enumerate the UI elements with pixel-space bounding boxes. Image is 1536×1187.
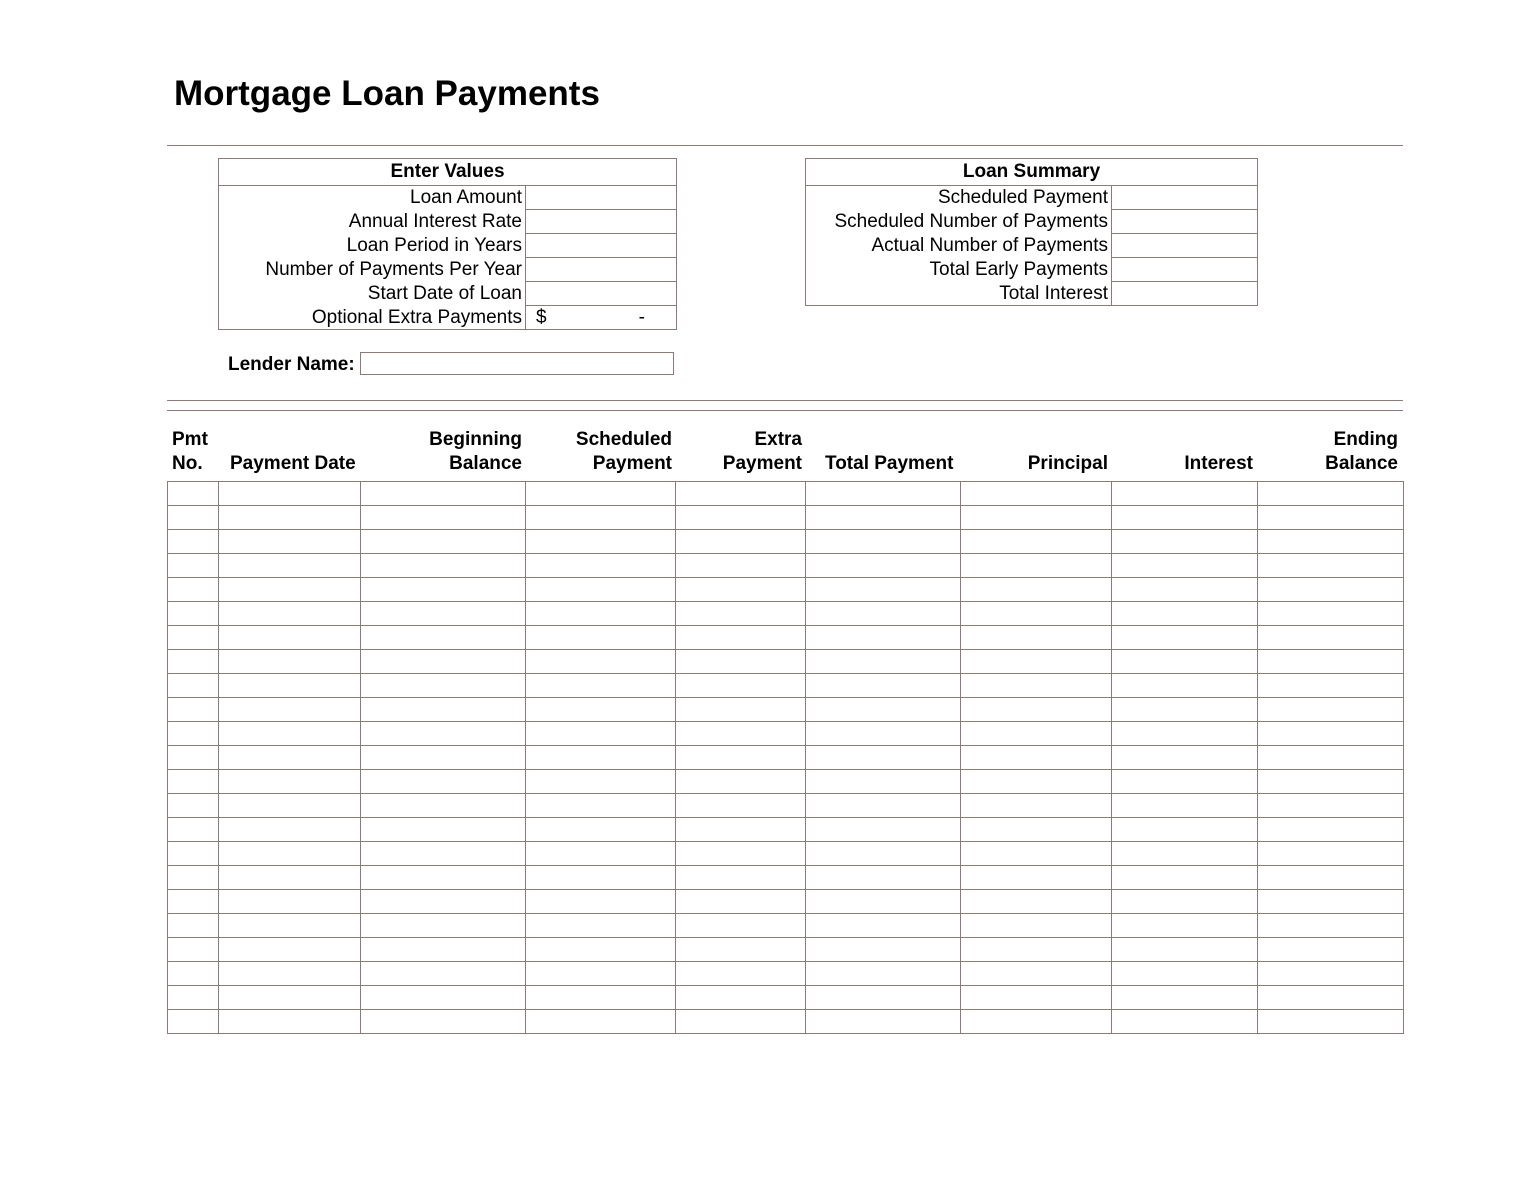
- loan-amount-input[interactable]: [526, 186, 677, 210]
- loan-summary-heading: Loan Summary: [806, 159, 1258, 186]
- cell-scheduled-payment[interactable]: [526, 530, 676, 554]
- table-row: [168, 962, 1404, 986]
- scheduled-number-label: Scheduled Number of Payments: [834, 211, 1108, 232]
- cell-principal[interactable]: [961, 962, 1112, 986]
- cell-ending-balance[interactable]: [1258, 890, 1404, 914]
- cell-extra-payment[interactable]: [676, 914, 806, 938]
- cell-pmt-no[interactable]: [168, 770, 219, 794]
- cell-scheduled-payment[interactable]: [526, 578, 676, 602]
- cell-beginning-balance[interactable]: [361, 746, 526, 770]
- table-row: [168, 722, 1404, 746]
- cell-interest[interactable]: [1112, 914, 1258, 938]
- cell-interest[interactable]: [1112, 890, 1258, 914]
- cell-principal[interactable]: [961, 890, 1112, 914]
- cell-pmt-no[interactable]: [168, 530, 219, 554]
- cell-scheduled-payment[interactable]: [526, 890, 676, 914]
- cell-extra-payment[interactable]: [676, 818, 806, 842]
- cell-principal[interactable]: [961, 482, 1112, 506]
- cell-payment-date[interactable]: [219, 938, 361, 962]
- divider-mid-2: [167, 410, 1403, 411]
- cell-ending-balance[interactable]: [1258, 842, 1404, 866]
- cell-extra-payment[interactable]: [676, 842, 806, 866]
- table-row: [168, 890, 1404, 914]
- cell-extra-payment[interactable]: [676, 746, 806, 770]
- page-title: Mortgage Loan Payments: [174, 74, 600, 113]
- cell-interest[interactable]: [1112, 1010, 1258, 1034]
- cell-ending-balance[interactable]: [1258, 650, 1404, 674]
- cell-principal[interactable]: [961, 506, 1112, 530]
- cell-beginning-balance[interactable]: [361, 530, 526, 554]
- table-row: [168, 770, 1404, 794]
- cell-pmt-no[interactable]: [168, 914, 219, 938]
- cell-pmt-no[interactable]: [168, 626, 219, 650]
- cell-ending-balance[interactable]: [1258, 746, 1404, 770]
- cell-payment-date[interactable]: [219, 986, 361, 1010]
- cell-total-payment[interactable]: [806, 770, 961, 794]
- cell-payment-date[interactable]: [219, 578, 361, 602]
- lender-name-input[interactable]: [360, 352, 674, 375]
- total-early-payments-label: Total Early Payments: [929, 259, 1108, 280]
- cell-principal[interactable]: [961, 746, 1112, 770]
- cell-payment-date[interactable]: [219, 962, 361, 986]
- extra-payments-value: -: [638, 307, 645, 328]
- enter-values-table: [218, 158, 677, 330]
- cell-beginning-balance[interactable]: [361, 722, 526, 746]
- cell-principal[interactable]: [961, 1010, 1112, 1034]
- table-row: [168, 1010, 1404, 1034]
- cell-ending-balance[interactable]: [1258, 482, 1404, 506]
- cell-pmt-no[interactable]: [168, 722, 219, 746]
- cell-payment-date[interactable]: [219, 506, 361, 530]
- cell-pmt-no[interactable]: [168, 962, 219, 986]
- cell-interest[interactable]: [1112, 578, 1258, 602]
- cell-interest[interactable]: [1112, 506, 1258, 530]
- cell-interest[interactable]: [1112, 938, 1258, 962]
- cell-beginning-balance[interactable]: [361, 482, 526, 506]
- cell-interest[interactable]: [1112, 722, 1258, 746]
- table-row: [168, 794, 1404, 818]
- col-head-extra-payment: Extra Payment: [722, 429, 802, 474]
- col-head-principal: Principal: [1027, 453, 1108, 474]
- extra-payments-input[interactable]: [526, 306, 677, 330]
- table-row: [168, 674, 1404, 698]
- cell-principal[interactable]: [961, 722, 1112, 746]
- cell-beginning-balance[interactable]: [361, 890, 526, 914]
- cell-beginning-balance[interactable]: [361, 794, 526, 818]
- loan-summary-table: [805, 158, 1258, 306]
- table-row: [168, 698, 1404, 722]
- scheduled-payment-label: Scheduled Payment: [937, 187, 1108, 209]
- table-row: [168, 986, 1404, 1010]
- actual-number-value: [1112, 234, 1258, 258]
- scheduled-number-value: [1112, 210, 1258, 234]
- cell-total-payment[interactable]: [806, 866, 961, 890]
- col-head-scheduled-payment: Scheduled Payment: [575, 429, 672, 474]
- cell-beginning-balance[interactable]: [361, 986, 526, 1010]
- table-row: [168, 650, 1404, 674]
- cell-scheduled-payment[interactable]: [526, 602, 676, 626]
- cell-pmt-no[interactable]: [168, 554, 219, 578]
- table-row: [168, 938, 1404, 962]
- cell-scheduled-payment[interactable]: [526, 650, 676, 674]
- cell-payment-date[interactable]: [219, 890, 361, 914]
- cell-scheduled-payment[interactable]: [526, 938, 676, 962]
- cell-ending-balance[interactable]: [1258, 938, 1404, 962]
- table-row: [168, 626, 1404, 650]
- table-row: [168, 482, 1404, 506]
- enter-values-heading: Enter Values: [219, 159, 677, 186]
- cell-scheduled-payment[interactable]: [526, 794, 676, 818]
- cell-payment-date[interactable]: [219, 698, 361, 722]
- cell-total-payment[interactable]: [806, 818, 961, 842]
- cell-pmt-no[interactable]: [168, 890, 219, 914]
- payments-per-year-label: Number of Payments Per Year: [265, 259, 522, 280]
- cell-principal[interactable]: [961, 650, 1112, 674]
- start-date-input[interactable]: [526, 282, 677, 306]
- cell-scheduled-payment[interactable]: [526, 698, 676, 722]
- cell-total-payment[interactable]: [806, 746, 961, 770]
- cell-interest[interactable]: [1112, 602, 1258, 626]
- cell-payment-date[interactable]: [219, 674, 361, 698]
- cell-extra-payment[interactable]: [676, 890, 806, 914]
- cell-pmt-no[interactable]: [168, 938, 219, 962]
- cell-principal[interactable]: [961, 626, 1112, 650]
- cell-beginning-balance[interactable]: [361, 1010, 526, 1034]
- cell-interest[interactable]: [1112, 962, 1258, 986]
- cell-pmt-no[interactable]: [168, 842, 219, 866]
- cell-pmt-no[interactable]: [168, 506, 219, 530]
- cell-ending-balance[interactable]: [1258, 674, 1404, 698]
- cell-total-payment[interactable]: [806, 674, 961, 698]
- cell-interest[interactable]: [1112, 482, 1258, 506]
- cell-payment-date[interactable]: [219, 842, 361, 866]
- cell-beginning-balance[interactable]: [361, 842, 526, 866]
- actual-number-label: Actual Number of Payments: [871, 235, 1108, 256]
- cell-principal[interactable]: [961, 674, 1112, 698]
- cell-beginning-balance[interactable]: [361, 626, 526, 650]
- cell-extra-payment[interactable]: [676, 602, 806, 626]
- cell-scheduled-payment[interactable]: [526, 1010, 676, 1034]
- cell-beginning-balance[interactable]: [361, 698, 526, 722]
- cell-payment-date[interactable]: [219, 626, 361, 650]
- cell-extra-payment[interactable]: [676, 962, 806, 986]
- cell-total-payment[interactable]: [806, 626, 961, 650]
- cell-payment-date[interactable]: [219, 602, 361, 626]
- cell-ending-balance[interactable]: [1258, 602, 1404, 626]
- cell-payment-date[interactable]: [219, 650, 361, 674]
- cell-interest[interactable]: [1112, 794, 1258, 818]
- cell-beginning-balance[interactable]: [361, 818, 526, 842]
- table-row: [168, 914, 1404, 938]
- cell-principal[interactable]: [961, 842, 1112, 866]
- cell-interest[interactable]: [1112, 770, 1258, 794]
- annual-interest-rate-label: Annual Interest Rate: [348, 211, 522, 232]
- cell-total-payment[interactable]: [806, 506, 961, 530]
- cell-total-payment[interactable]: [806, 602, 961, 626]
- cell-scheduled-payment[interactable]: [526, 914, 676, 938]
- cell-interest[interactable]: [1112, 698, 1258, 722]
- cell-interest[interactable]: [1112, 626, 1258, 650]
- cell-total-payment[interactable]: [806, 962, 961, 986]
- col-head-pmt-no: Pmt No.: [172, 429, 208, 474]
- cell-scheduled-payment[interactable]: [526, 746, 676, 770]
- table-row: [168, 602, 1404, 626]
- divider-mid-1: [167, 400, 1403, 401]
- cell-principal[interactable]: [961, 986, 1112, 1010]
- cell-total-payment[interactable]: [806, 842, 961, 866]
- cell-beginning-balance[interactable]: [361, 602, 526, 626]
- cell-pmt-no[interactable]: [168, 746, 219, 770]
- cell-scheduled-payment[interactable]: [526, 674, 676, 698]
- cell-ending-balance[interactable]: [1258, 578, 1404, 602]
- annual-interest-rate-input[interactable]: [526, 210, 677, 234]
- cell-interest[interactable]: [1112, 530, 1258, 554]
- cell-total-payment[interactable]: [806, 914, 961, 938]
- cell-payment-date[interactable]: [219, 530, 361, 554]
- cell-payment-date[interactable]: [219, 1010, 361, 1034]
- cell-total-payment[interactable]: [806, 794, 961, 818]
- cell-interest[interactable]: [1112, 986, 1258, 1010]
- cell-payment-date[interactable]: [219, 554, 361, 578]
- cell-ending-balance[interactable]: [1258, 866, 1404, 890]
- cell-ending-balance[interactable]: [1258, 506, 1404, 530]
- cell-payment-date[interactable]: [219, 482, 361, 506]
- cell-interest[interactable]: [1112, 674, 1258, 698]
- cell-beginning-balance[interactable]: [361, 938, 526, 962]
- cell-interest[interactable]: [1112, 866, 1258, 890]
- cell-scheduled-payment[interactable]: [526, 866, 676, 890]
- cell-ending-balance[interactable]: [1258, 698, 1404, 722]
- cell-extra-payment[interactable]: [676, 650, 806, 674]
- cell-interest[interactable]: [1112, 842, 1258, 866]
- cell-scheduled-payment[interactable]: [526, 842, 676, 866]
- cell-beginning-balance[interactable]: [361, 578, 526, 602]
- cell-pmt-no[interactable]: [168, 1010, 219, 1034]
- cell-beginning-balance[interactable]: [361, 506, 526, 530]
- cell-pmt-no[interactable]: [168, 602, 219, 626]
- cell-beginning-balance[interactable]: [361, 674, 526, 698]
- cell-principal[interactable]: [961, 938, 1112, 962]
- cell-total-payment[interactable]: [806, 890, 961, 914]
- cell-principal[interactable]: [961, 698, 1112, 722]
- table-row: [168, 842, 1404, 866]
- cell-payment-date[interactable]: [219, 770, 361, 794]
- table-row: [168, 866, 1404, 890]
- cell-principal[interactable]: [961, 770, 1112, 794]
- scheduled-payment-value: [1112, 186, 1258, 210]
- cell-pmt-no[interactable]: [168, 794, 219, 818]
- cell-total-payment[interactable]: [806, 650, 961, 674]
- cell-extra-payment[interactable]: [676, 698, 806, 722]
- cell-ending-balance[interactable]: [1258, 818, 1404, 842]
- col-head-total-payment: Total Payment: [825, 453, 954, 474]
- table-row: [168, 578, 1404, 602]
- cell-extra-payment[interactable]: [676, 938, 806, 962]
- cell-beginning-balance[interactable]: [361, 914, 526, 938]
- cell-scheduled-payment[interactable]: [526, 770, 676, 794]
- cell-extra-payment[interactable]: [676, 986, 806, 1010]
- cell-extra-payment[interactable]: [676, 626, 806, 650]
- lender-name-label: Lender Name:: [228, 354, 355, 375]
- cell-total-payment[interactable]: [806, 698, 961, 722]
- cell-principal[interactable]: [961, 818, 1112, 842]
- cell-ending-balance[interactable]: [1258, 554, 1404, 578]
- cell-extra-payment[interactable]: [676, 506, 806, 530]
- cell-beginning-balance[interactable]: [361, 770, 526, 794]
- col-head-ending-balance: Ending Balance: [1325, 429, 1398, 474]
- cell-payment-date[interactable]: [219, 794, 361, 818]
- cell-extra-payment[interactable]: [676, 794, 806, 818]
- table-row: [168, 554, 1404, 578]
- col-head-payment-date: Payment Date: [230, 453, 356, 474]
- col-head-beginning-balance: Beginning Balance: [429, 429, 522, 474]
- cell-principal[interactable]: [961, 794, 1112, 818]
- cell-payment-date[interactable]: [219, 914, 361, 938]
- cell-principal[interactable]: [961, 578, 1112, 602]
- cell-total-payment[interactable]: [806, 722, 961, 746]
- cell-payment-date[interactable]: [219, 818, 361, 842]
- cell-ending-balance[interactable]: [1258, 722, 1404, 746]
- currency-symbol: $: [536, 307, 547, 328]
- cell-pmt-no[interactable]: [168, 650, 219, 674]
- total-interest-label: Total Interest: [999, 282, 1108, 304]
- cell-total-payment[interactable]: [806, 1010, 961, 1034]
- cell-extra-payment[interactable]: [676, 530, 806, 554]
- cell-principal[interactable]: [961, 554, 1112, 578]
- cell-beginning-balance[interactable]: [361, 554, 526, 578]
- cell-extra-payment[interactable]: [676, 554, 806, 578]
- loan-amount-label: Loan Amount: [410, 187, 522, 209]
- cell-principal[interactable]: [961, 602, 1112, 626]
- cell-scheduled-payment[interactable]: [526, 962, 676, 986]
- cell-scheduled-payment[interactable]: [526, 818, 676, 842]
- cell-interest[interactable]: [1112, 554, 1258, 578]
- cell-ending-balance[interactable]: [1258, 986, 1404, 1010]
- cell-ending-balance[interactable]: [1258, 1010, 1404, 1034]
- cell-pmt-no[interactable]: [168, 866, 219, 890]
- cell-total-payment[interactable]: [806, 482, 961, 506]
- cell-extra-payment[interactable]: [676, 674, 806, 698]
- cell-ending-balance[interactable]: [1258, 794, 1404, 818]
- cell-extra-payment[interactable]: [676, 722, 806, 746]
- table-row: [168, 530, 1404, 554]
- cell-scheduled-payment[interactable]: [526, 554, 676, 578]
- table-row: [168, 818, 1404, 842]
- cell-beginning-balance[interactable]: [361, 962, 526, 986]
- cell-pmt-no[interactable]: [168, 698, 219, 722]
- cell-payment-date[interactable]: [219, 746, 361, 770]
- cell-scheduled-payment[interactable]: [526, 506, 676, 530]
- cell-payment-date[interactable]: [219, 866, 361, 890]
- cell-payment-date[interactable]: [219, 722, 361, 746]
- cell-extra-payment[interactable]: [676, 1010, 806, 1034]
- cell-pmt-no[interactable]: [168, 674, 219, 698]
- cell-beginning-balance[interactable]: [361, 866, 526, 890]
- cell-scheduled-payment[interactable]: [526, 722, 676, 746]
- cell-pmt-no[interactable]: [168, 482, 219, 506]
- table-row: [168, 506, 1404, 530]
- cell-total-payment[interactable]: [806, 554, 961, 578]
- col-head-interest: Interest: [1184, 453, 1253, 474]
- loan-period-label: Loan Period in Years: [346, 235, 522, 256]
- cell-extra-payment[interactable]: [676, 770, 806, 794]
- payment-schedule-grid: [167, 481, 1404, 1034]
- cell-ending-balance[interactable]: [1258, 626, 1404, 650]
- cell-ending-balance[interactable]: [1258, 770, 1404, 794]
- cell-pmt-no[interactable]: [168, 578, 219, 602]
- table-row: [168, 746, 1404, 770]
- cell-extra-payment[interactable]: [676, 482, 806, 506]
- start-date-label: Start Date of Loan: [367, 283, 522, 304]
- extra-payments-label: Optional Extra Payments: [311, 306, 522, 328]
- cell-total-payment[interactable]: [806, 986, 961, 1010]
- cell-beginning-balance[interactable]: [361, 650, 526, 674]
- cell-total-payment[interactable]: [806, 530, 961, 554]
- cell-scheduled-payment[interactable]: [526, 482, 676, 506]
- cell-principal[interactable]: [961, 530, 1112, 554]
- cell-scheduled-payment[interactable]: [526, 626, 676, 650]
- cell-total-payment[interactable]: [806, 938, 961, 962]
- total-early-payments-value: [1112, 258, 1258, 282]
- loan-period-input[interactable]: [526, 234, 677, 258]
- cell-pmt-no[interactable]: [168, 986, 219, 1010]
- cell-interest[interactable]: [1112, 650, 1258, 674]
- cell-extra-payment[interactable]: [676, 578, 806, 602]
- cell-pmt-no[interactable]: [168, 818, 219, 842]
- payments-per-year-input[interactable]: [526, 258, 677, 282]
- cell-ending-balance[interactable]: [1258, 530, 1404, 554]
- cell-scheduled-payment[interactable]: [526, 986, 676, 1010]
- cell-extra-payment[interactable]: [676, 866, 806, 890]
- cell-principal[interactable]: [961, 866, 1112, 890]
- cell-principal[interactable]: [961, 914, 1112, 938]
- cell-total-payment[interactable]: [806, 578, 961, 602]
- cell-interest[interactable]: [1112, 746, 1258, 770]
- total-interest-value: [1112, 282, 1258, 306]
- cell-ending-balance[interactable]: [1258, 914, 1404, 938]
- cell-interest[interactable]: [1112, 818, 1258, 842]
- divider-top: [167, 145, 1403, 146]
- cell-ending-balance[interactable]: [1258, 962, 1404, 986]
